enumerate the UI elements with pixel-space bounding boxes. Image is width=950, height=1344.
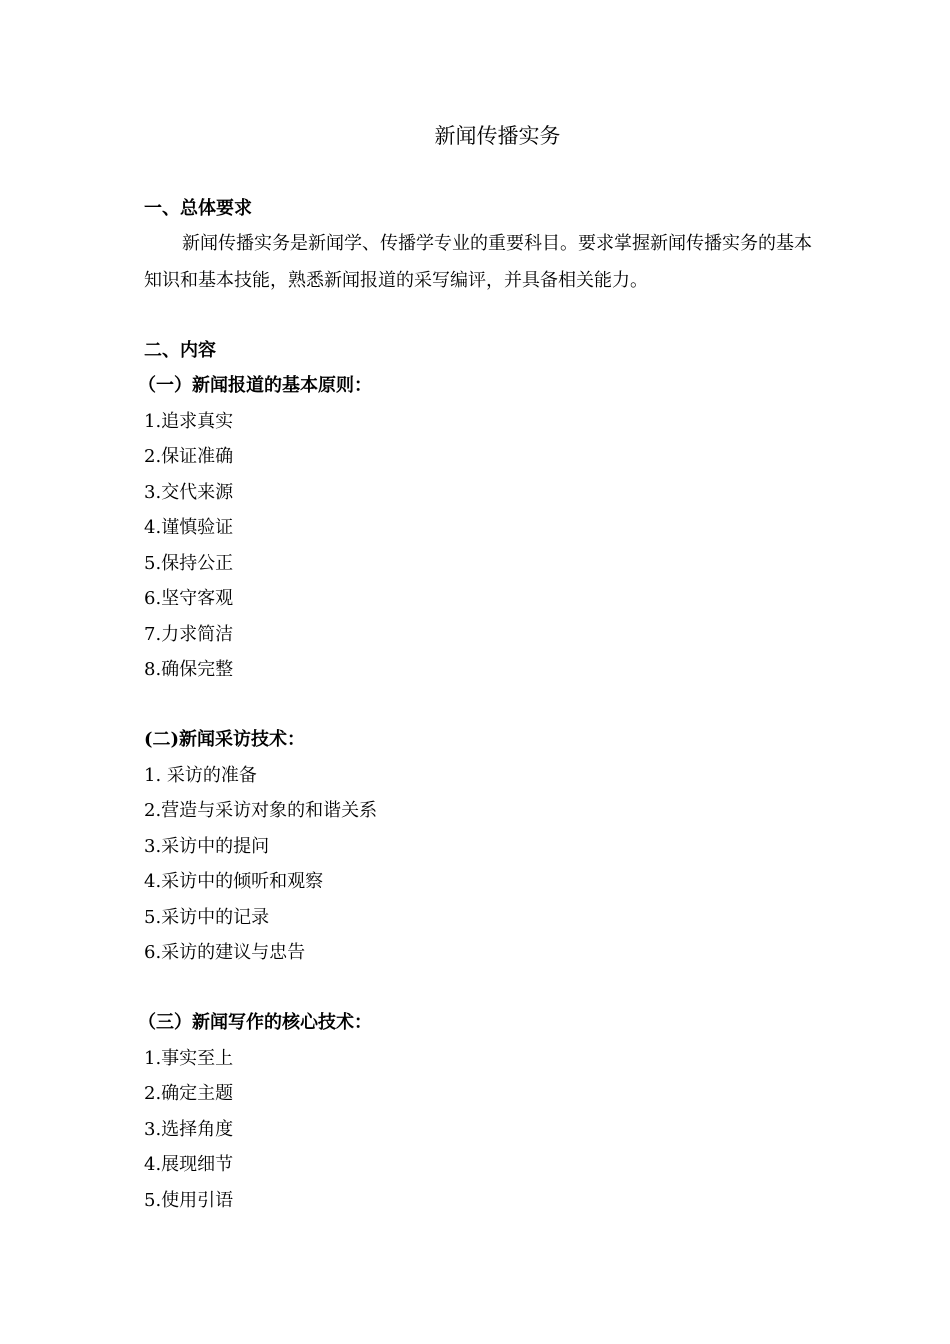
- list-item: 7.力求简洁: [144, 623, 234, 645]
- list-item: 6.坚守客观: [144, 588, 234, 609]
- part-principles: [138, 374, 372, 694]
- list-item: 2.营造与采访对象的和谐关系: [144, 800, 378, 821]
- requirements-paragraph: 新闻传播实务是新闻学、传播学专业的重要科目。要求掌握新闻传播实务的基本知识和基本技能，熟悉新闻报道的采写编评，并具备相关能力。: [144, 233, 812, 291]
- list-item: 6.采访的建议与忠告: [144, 942, 306, 963]
- part-writing: [138, 1011, 372, 1224]
- section-heading-requirements: 一、总体要求: [144, 198, 252, 219]
- list-item: 8.确保完整: [144, 659, 234, 680]
- list-item: 3.交代来源: [144, 481, 234, 503]
- part-interview: [144, 728, 377, 977]
- list-item: 4.展现细节: [144, 1154, 234, 1175]
- list-item: 3.选择角度: [144, 1118, 234, 1140]
- writing-list: [144, 1047, 372, 1225]
- list-item: 5.使用引语: [144, 1189, 234, 1211]
- list-item: 1. 采访的准备: [144, 764, 257, 786]
- principles-list: [144, 410, 372, 694]
- part-heading-interview: (二)新闻采访技术：: [144, 729, 306, 750]
- list-item: 5.保持公正: [144, 552, 234, 574]
- section-heading-content: 二、内容: [144, 340, 216, 361]
- list-item: 3.采访中的提问: [144, 835, 270, 857]
- list-item: 1.追求真实: [144, 410, 234, 432]
- list-item: 2.保证准确: [144, 446, 234, 467]
- part-heading-writing: （三）新闻写作的核心技术：: [138, 1012, 372, 1033]
- list-item: 5.采访中的记录: [144, 906, 270, 928]
- list-item: 4.谨慎验证: [144, 517, 234, 538]
- interview-list: [144, 764, 377, 977]
- list-item: 1.事实至上: [144, 1047, 234, 1069]
- document-title: 新闻传播实务: [434, 124, 561, 148]
- part-heading-principles: （一）新闻报道的基本原则：: [138, 375, 372, 396]
- list-item: 4.采访中的倾听和观察: [144, 871, 324, 892]
- list-item: 2.确定主题: [144, 1083, 234, 1104]
